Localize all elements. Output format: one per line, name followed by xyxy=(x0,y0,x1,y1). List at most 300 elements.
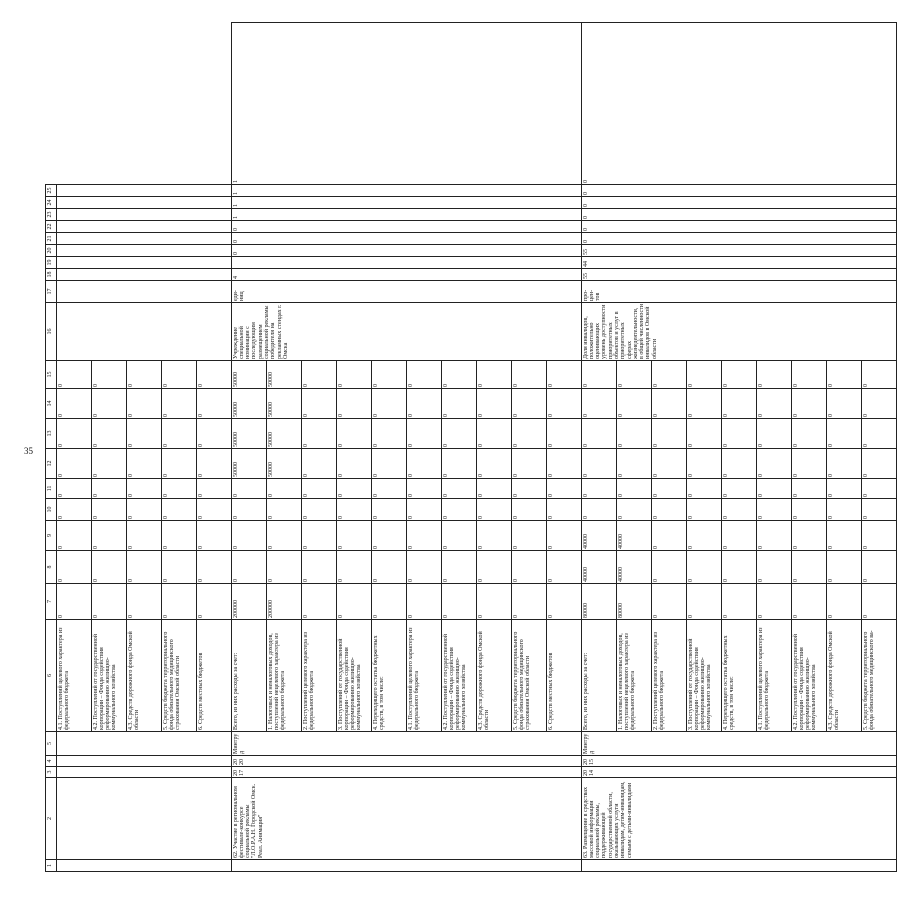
amount-cell: 40000 xyxy=(617,521,652,551)
amount-cell: 0 xyxy=(407,361,442,389)
amount-cell: 0 xyxy=(92,584,127,620)
amount-cell: 50000 xyxy=(267,389,302,419)
amount-cell: 0 xyxy=(652,389,687,419)
measure-name: 63. Размещение в средствах массовой информации социальной рекламы, поддерживающей государственной области, оказывающих услуги инвалидам, детям-инвалидам, семьям с детьми-инвалидами xyxy=(582,778,897,860)
amount-cell: 0 xyxy=(442,551,477,584)
amount-cell: 0 xyxy=(337,361,372,389)
amount-cell: 0 xyxy=(372,449,407,479)
amount-cell: 0 xyxy=(442,521,477,551)
year-to: 2015 xyxy=(582,756,897,767)
amount-cell: 0 xyxy=(372,499,407,521)
amount-cell: 0 xyxy=(57,449,92,479)
amount-cell: 0 xyxy=(302,449,337,479)
amount-cell: 0 xyxy=(442,479,477,499)
amount-cell: 0 xyxy=(477,449,512,479)
amount-cell: 0 xyxy=(722,479,757,499)
amount-cell: 0 xyxy=(722,449,757,479)
amount-cell: 80000 xyxy=(617,584,652,620)
amount-cell: 0 xyxy=(687,584,722,620)
amount-cell: 0 xyxy=(302,361,337,389)
column-number: 18 xyxy=(46,269,57,281)
amount-cell: 0 xyxy=(582,449,617,479)
amount-cell: 0 xyxy=(372,389,407,419)
amount-cell: 0 xyxy=(302,584,337,620)
amount-cell: 0 xyxy=(757,479,792,499)
amount-cell: 0 xyxy=(792,521,827,551)
amount-cell: 0 xyxy=(652,361,687,389)
amount-cell: 0 xyxy=(162,361,197,389)
amount-cell: 0 xyxy=(337,419,372,449)
amount-cell: 0 xyxy=(127,389,162,419)
amount-cell: 0 xyxy=(477,499,512,521)
amount-cell: 0 xyxy=(127,419,162,449)
amount-cell: 0 xyxy=(407,389,442,419)
amount-cell: 0 xyxy=(722,551,757,584)
amount-cell: 0 xyxy=(197,389,232,419)
funding-source: 3. Поступлений от государственной корпорации – Фонда содействия реформированию жилищно-коммунального хозяйства xyxy=(687,620,722,732)
indicator-value: 44 xyxy=(582,257,897,269)
amount-cell: 0 xyxy=(862,479,897,499)
amount-cell: 0 xyxy=(687,551,722,584)
amount-cell: 0 xyxy=(512,499,547,521)
funding-source: 4.2. Поступлений от государственной корпорации – Фонда содействия реформированию жилищно-коммунального хозяйства xyxy=(442,620,477,732)
funding-source: 4.2. Поступлений от государственной корпорации – Фонда содействия реформированию жилищно-коммунального хозяйства xyxy=(92,620,127,732)
funding-source: 4.2. Поступлений от государственной корпорации – Фонда содействия реформированию жилищно-коммунального хозяйства xyxy=(792,620,827,732)
amount-cell: 0 xyxy=(407,479,442,499)
amount-cell: 0 xyxy=(722,389,757,419)
empty-cell xyxy=(57,245,232,257)
amount-cell: 0 xyxy=(162,521,197,551)
indicator-value: 4 xyxy=(232,269,582,281)
amount-cell: 0 xyxy=(477,361,512,389)
amount-cell: 50000 xyxy=(267,419,302,449)
empty-cell xyxy=(582,860,897,872)
amount-cell: 0 xyxy=(267,479,302,499)
indicator-value: 0 xyxy=(582,23,897,185)
column-number: 15 xyxy=(46,361,57,389)
amount-cell: 0 xyxy=(617,419,652,449)
year-from: 2017 xyxy=(232,767,582,778)
amount-cell: 0 xyxy=(547,389,582,419)
column-number: 16 xyxy=(46,303,57,361)
amount-cell: 0 xyxy=(687,419,722,449)
amount-cell: 0 xyxy=(687,389,722,419)
amount-cell: 0 xyxy=(617,389,652,419)
amount-cell: 0 xyxy=(197,449,232,479)
amount-cell: 0 xyxy=(267,499,302,521)
amount-cell: 0 xyxy=(862,419,897,449)
amount-cell: 0 xyxy=(267,551,302,584)
empty-cell xyxy=(57,197,232,209)
indicator-value: 0 xyxy=(582,209,897,221)
amount-cell: 0 xyxy=(652,521,687,551)
indicator-value: 1 xyxy=(232,197,582,209)
amount-cell: 0 xyxy=(162,389,197,419)
amount-cell: 0 xyxy=(582,499,617,521)
amount-cell: 0 xyxy=(232,499,267,521)
amount-cell: 0 xyxy=(442,361,477,389)
amount-cell: 0 xyxy=(862,584,897,620)
amount-cell: 0 xyxy=(512,551,547,584)
amount-cell: 0 xyxy=(92,479,127,499)
amount-cell: 0 xyxy=(92,449,127,479)
funding-source: Всего, из них расходы за счет: xyxy=(582,620,617,732)
amount-cell: 0 xyxy=(792,584,827,620)
amount-cell: 0 xyxy=(442,419,477,449)
amount-cell: 0 xyxy=(407,449,442,479)
column-number: 24 xyxy=(46,197,57,209)
amount-cell: 0 xyxy=(652,449,687,479)
column-number: 8 xyxy=(46,551,57,584)
amount-cell: 0 xyxy=(92,389,127,419)
amount-cell: 0 xyxy=(792,449,827,479)
amount-cell: 0 xyxy=(582,419,617,449)
amount-cell: 0 xyxy=(617,449,652,479)
amount-cell: 0 xyxy=(57,479,92,499)
amount-cell: 0 xyxy=(197,551,232,584)
amount-cell: 0 xyxy=(57,419,92,449)
amount-cell: 0 xyxy=(792,551,827,584)
indicator-value: 0 xyxy=(582,185,897,197)
empty-cell xyxy=(57,732,232,756)
amount-cell: 0 xyxy=(547,499,582,521)
empty-cell xyxy=(232,860,582,872)
amount-cell: 0 xyxy=(477,389,512,419)
amount-cell: 0 xyxy=(827,449,862,479)
column-number: 9 xyxy=(46,521,57,551)
amount-cell: 0 xyxy=(547,449,582,479)
amount-cell: 200000 xyxy=(267,584,302,620)
column-number: 19 xyxy=(46,257,57,269)
amount-cell: 0 xyxy=(442,389,477,419)
amount-cell: 0 xyxy=(92,419,127,449)
amount-cell: 0 xyxy=(512,419,547,449)
amount-cell: 0 xyxy=(302,389,337,419)
amount-cell: 0 xyxy=(477,419,512,449)
empty-cell xyxy=(57,778,232,860)
amount-cell: 0 xyxy=(477,479,512,499)
empty-cell xyxy=(57,233,232,245)
amount-cell: 0 xyxy=(582,389,617,419)
indicator-value: 0 xyxy=(232,233,582,245)
amount-cell: 0 xyxy=(57,551,92,584)
amount-cell: 0 xyxy=(92,521,127,551)
funding-source: 6. Средств местных бюджетов xyxy=(547,620,582,732)
amount-cell: 0 xyxy=(337,479,372,499)
amount-cell: 0 xyxy=(687,361,722,389)
empty-cell xyxy=(57,269,232,281)
amount-cell: 0 xyxy=(127,551,162,584)
amount-cell: 0 xyxy=(127,361,162,389)
amount-cell: 40000 xyxy=(582,551,617,584)
amount-cell: 0 xyxy=(757,551,792,584)
column-number: 12 xyxy=(46,449,57,479)
amount-cell: 80000 xyxy=(582,584,617,620)
amount-cell: 0 xyxy=(442,449,477,479)
amount-cell: 0 xyxy=(827,499,862,521)
amount-cell: 50000 xyxy=(232,361,267,389)
amount-cell: 0 xyxy=(757,584,792,620)
amount-cell: 0 xyxy=(337,389,372,419)
amount-cell: 50000 xyxy=(267,449,302,479)
amount-cell: 0 xyxy=(337,551,372,584)
amount-cell: 0 xyxy=(687,499,722,521)
amount-cell: 0 xyxy=(827,479,862,499)
amount-cell: 0 xyxy=(687,521,722,551)
amount-cell: 0 xyxy=(617,361,652,389)
funding-source: 4.1. Поступлений целевого характера из федерального бюджета xyxy=(407,620,442,732)
indicator-value: 0 xyxy=(582,233,897,245)
column-number: 23 xyxy=(46,209,57,221)
funding-source: 3. Поступлений от государственной корпорации – Фонда содействия реформированию жилищно-коммунального хозяйства xyxy=(337,620,372,732)
amount-cell: 0 xyxy=(127,521,162,551)
amount-cell: 0 xyxy=(862,551,897,584)
amount-cell: 0 xyxy=(757,419,792,449)
column-number: 25 xyxy=(46,185,57,197)
amount-cell: 0 xyxy=(827,419,862,449)
amount-cell: 0 xyxy=(862,499,897,521)
program-table xyxy=(45,22,897,872)
empty-cell xyxy=(57,209,232,221)
amount-cell: 0 xyxy=(722,521,757,551)
amount-cell: 0 xyxy=(372,361,407,389)
amount-cell: 0 xyxy=(407,521,442,551)
amount-cell: 0 xyxy=(57,521,92,551)
amount-cell: 0 xyxy=(687,449,722,479)
amount-cell: 0 xyxy=(232,479,267,499)
empty-cell xyxy=(57,767,232,778)
amount-cell: 0 xyxy=(302,479,337,499)
amount-cell: 0 xyxy=(862,389,897,419)
amount-cell: 0 xyxy=(512,584,547,620)
empty-cell xyxy=(57,860,232,872)
amount-cell: 0 xyxy=(617,499,652,521)
amount-cell: 0 xyxy=(372,419,407,449)
amount-cell: 0 xyxy=(162,419,197,449)
amount-cell: 0 xyxy=(792,479,827,499)
amount-cell: 0 xyxy=(827,551,862,584)
amount-cell: 0 xyxy=(547,521,582,551)
amount-cell: 40000 xyxy=(582,521,617,551)
amount-cell: 0 xyxy=(407,499,442,521)
amount-cell: 0 xyxy=(127,449,162,479)
column-number: 6 xyxy=(46,620,57,732)
amount-cell: 0 xyxy=(582,479,617,499)
funding-source: 4.1. Поступлений целевого характера из федерального бюджета xyxy=(757,620,792,732)
amount-cell: 0 xyxy=(792,361,827,389)
amount-cell: 0 xyxy=(477,551,512,584)
indicator-value: 0 xyxy=(232,221,582,233)
amount-cell: 0 xyxy=(57,584,92,620)
amount-cell: 0 xyxy=(652,584,687,620)
amount-cell: 0 xyxy=(57,389,92,419)
amount-cell: 0 xyxy=(197,584,232,620)
column-number: 1 xyxy=(46,860,57,872)
amount-cell: 0 xyxy=(512,449,547,479)
amount-cell: 0 xyxy=(162,499,197,521)
indicator-value xyxy=(232,257,582,269)
amount-cell: 0 xyxy=(127,499,162,521)
measure-name: 62. Участие в региональном фестивале-конкурсе социальной рекламы "Л.О.Р.А.Н. Городской Омск. Реал. Анимация" xyxy=(232,778,582,860)
amount-cell: 0 xyxy=(197,499,232,521)
amount-cell: 0 xyxy=(337,499,372,521)
empty-cell xyxy=(57,756,232,767)
funding-source: 5. Средств бюджета территориального фонда обязательного медицинского страхования Омской области xyxy=(512,620,547,732)
amount-cell: 0 xyxy=(722,419,757,449)
amount-cell: 0 xyxy=(57,361,92,389)
amount-cell: 0 xyxy=(302,551,337,584)
amount-cell: 0 xyxy=(652,479,687,499)
amount-cell: 0 xyxy=(442,499,477,521)
amount-cell: 0 xyxy=(197,361,232,389)
funding-source: 4. Переходящего остатка бюджетных средств, в том числе: xyxy=(722,620,757,732)
page-number: 35 xyxy=(24,446,33,456)
amount-cell: 0 xyxy=(757,449,792,479)
amount-cell: 50000 xyxy=(232,389,267,419)
funding-source: 4.3. Средств дорожного фонда Омской области xyxy=(477,620,512,732)
funding-source: Всего, из них расходы за счет: xyxy=(232,620,267,732)
indicator-unit: еди-ниц xyxy=(232,281,582,303)
amount-cell: 0 xyxy=(862,521,897,551)
column-number: 17 xyxy=(46,281,57,303)
amount-cell: 0 xyxy=(92,551,127,584)
indicator-value: 1 xyxy=(232,23,582,185)
amount-cell: 0 xyxy=(652,499,687,521)
amount-cell: 0 xyxy=(757,499,792,521)
amount-cell: 0 xyxy=(442,584,477,620)
empty-cell xyxy=(57,185,232,197)
amount-cell: 0 xyxy=(827,389,862,419)
amount-cell: 0 xyxy=(372,551,407,584)
column-number: 7 xyxy=(46,584,57,620)
year-from: 2014 xyxy=(582,767,897,778)
empty-cell xyxy=(57,303,232,361)
amount-cell: 0 xyxy=(792,499,827,521)
header-number-row xyxy=(46,23,57,872)
amount-cell: 0 xyxy=(372,479,407,499)
amount-cell: 0 xyxy=(477,521,512,551)
indicator-value: 0 xyxy=(582,221,897,233)
amount-cell: 0 xyxy=(547,479,582,499)
amount-cell: 0 xyxy=(302,521,337,551)
amount-cell: 0 xyxy=(197,521,232,551)
amount-cell: 0 xyxy=(407,584,442,620)
amount-cell: 0 xyxy=(57,499,92,521)
funding-source: 1. Налоговых и неналоговых доходов, поступлений нецелевого характера из федерального бюджета xyxy=(617,620,652,732)
amount-cell: 0 xyxy=(862,361,897,389)
column-number: 10 xyxy=(46,499,57,521)
amount-cell: 0 xyxy=(757,521,792,551)
funding-source: 2. Поступлений целевого характера из федерального бюджета xyxy=(652,620,687,732)
amount-cell: 40000 xyxy=(617,551,652,584)
column-number: 3 xyxy=(46,767,57,778)
amount-cell: 50000 xyxy=(232,449,267,479)
program-row xyxy=(232,23,267,872)
amount-cell: 0 xyxy=(652,419,687,449)
program-row xyxy=(582,23,617,872)
column-number: 14 xyxy=(46,389,57,419)
table-body xyxy=(46,23,897,872)
amount-cell: 0 xyxy=(722,361,757,389)
amount-cell: 0 xyxy=(687,479,722,499)
column-number: 4 xyxy=(46,756,57,767)
amount-cell: 0 xyxy=(407,419,442,449)
indicator-value: 1 xyxy=(232,209,582,221)
empty-cell xyxy=(57,221,232,233)
funding-source: 4.1. Поступлений целевого характера из федерального бюджета xyxy=(57,620,92,732)
amount-cell: 200000 xyxy=(232,584,267,620)
empty-cell xyxy=(57,257,232,269)
amount-cell: 0 xyxy=(792,389,827,419)
amount-cell: 0 xyxy=(757,389,792,419)
indicator-name: Доля инвалидов, положительно оценивающих уровень доступности приоритетных объектов и услуг в приоритетных сферах жизнедеятельности, в общей численности инвалидов в Омской области xyxy=(582,303,897,361)
amount-cell: 0 xyxy=(197,419,232,449)
amount-cell: 0 xyxy=(302,499,337,521)
column-number: 11 xyxy=(46,479,57,499)
funding-source: 4. Переходящего остатка бюджетных средств, в том числе: xyxy=(372,620,407,732)
indicator-value: 1 xyxy=(232,185,582,197)
amount-cell: 0 xyxy=(547,584,582,620)
amount-cell: 0 xyxy=(512,521,547,551)
continuation-row xyxy=(57,23,92,872)
amount-cell: 0 xyxy=(792,419,827,449)
amount-cell: 0 xyxy=(512,389,547,419)
funding-source: 4.3. Средств дорожного фонда Омской области xyxy=(127,620,162,732)
amount-cell: 0 xyxy=(302,419,337,449)
year-to: 2020 xyxy=(232,756,582,767)
amount-cell: 0 xyxy=(162,584,197,620)
column-number: 5 xyxy=(46,732,57,756)
amount-cell: 0 xyxy=(337,521,372,551)
amount-cell: 0 xyxy=(232,521,267,551)
amount-cell: 0 xyxy=(582,361,617,389)
funding-source: 6. Средств местных бюджетов xyxy=(197,620,232,732)
executor: Минтруд xyxy=(582,732,897,756)
amount-cell: 0 xyxy=(652,551,687,584)
amount-cell: 0 xyxy=(512,479,547,499)
amount-cell: 0 xyxy=(512,361,547,389)
amount-cell: 0 xyxy=(337,584,372,620)
amount-cell: 0 xyxy=(827,521,862,551)
amount-cell: 50000 xyxy=(232,419,267,449)
column-number: 13 xyxy=(46,419,57,449)
funding-source: 2. Поступлений целевого характера из федерального бюджета xyxy=(302,620,337,732)
amount-cell: 0 xyxy=(757,361,792,389)
amount-cell: 0 xyxy=(92,361,127,389)
column-number: 2 xyxy=(46,778,57,860)
indicator-value: 55 xyxy=(582,269,897,281)
column-number: 22 xyxy=(46,221,57,233)
funding-source: 1. Налоговых и неналоговых доходов, поступлений нецелевого характера из федерального бюджета xyxy=(267,620,302,732)
amount-cell: 0 xyxy=(827,361,862,389)
amount-cell: 0 xyxy=(862,449,897,479)
amount-cell: 0 xyxy=(547,419,582,449)
amount-cell: 0 xyxy=(162,551,197,584)
amount-cell: 0 xyxy=(547,551,582,584)
indicator-unit: про-цен-тов xyxy=(582,281,897,303)
indicator-value: 0 xyxy=(582,197,897,209)
column-number: 20 xyxy=(46,245,57,257)
amount-cell: 0 xyxy=(827,584,862,620)
amount-cell: 0 xyxy=(162,479,197,499)
amount-cell: 0 xyxy=(407,551,442,584)
amount-cell: 0 xyxy=(372,584,407,620)
indicator-value: 0 xyxy=(232,245,582,257)
executor: Минтруд xyxy=(232,732,582,756)
amount-cell: 0 xyxy=(617,479,652,499)
empty-cell xyxy=(57,281,232,303)
funding-source: 5. Средств бюджета территориального фонда обязательного медицинского страхования Омской области xyxy=(162,620,197,732)
